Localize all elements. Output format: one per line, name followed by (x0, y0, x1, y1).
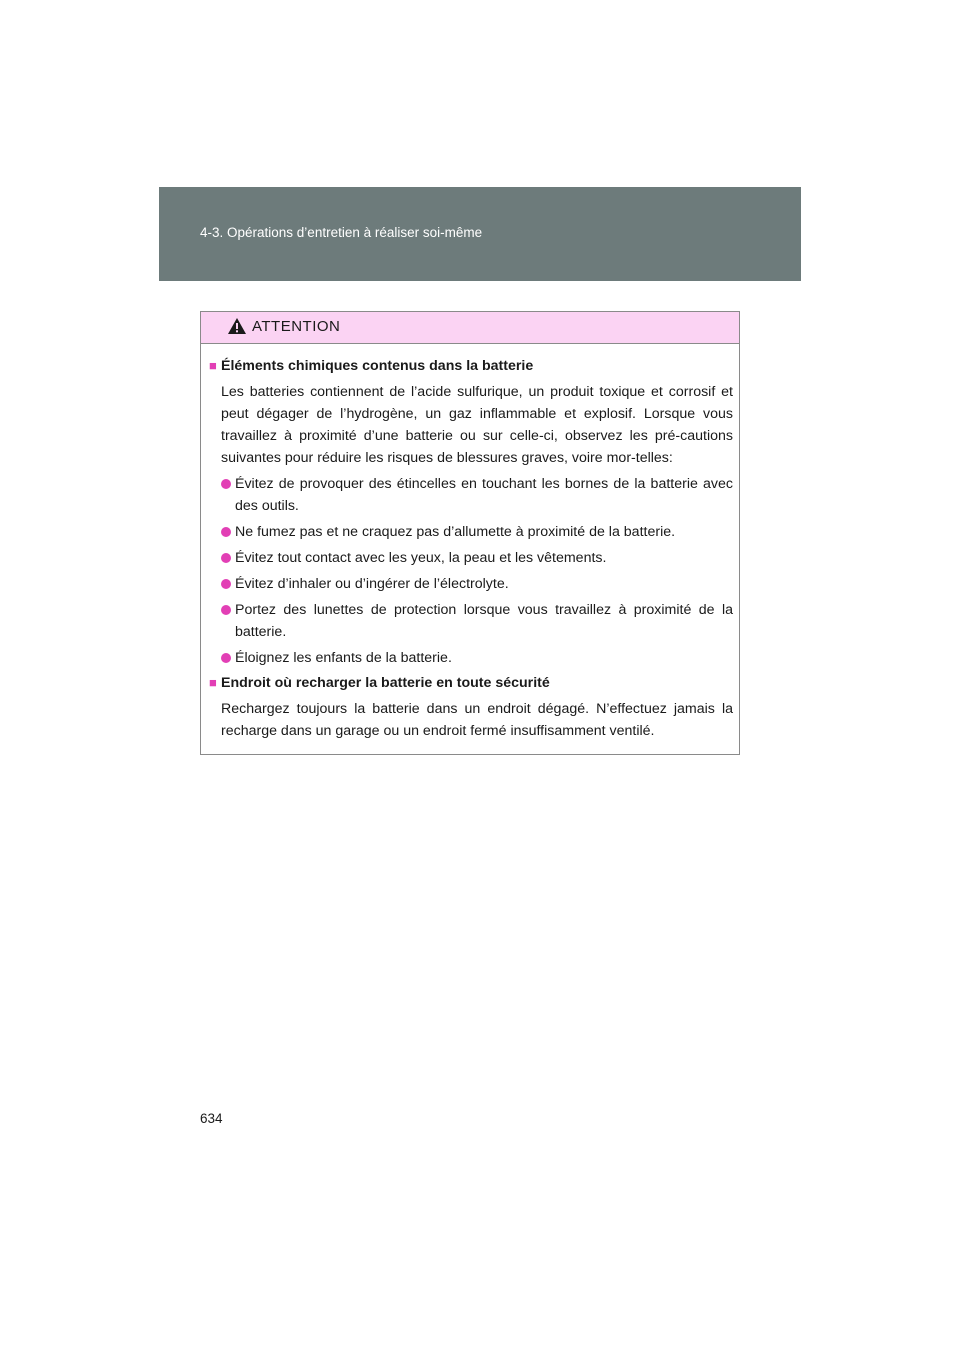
warning-icon (227, 317, 247, 335)
section-heading-text: Endroit où recharger la batterie en toute sécurité (221, 675, 550, 691)
attention-box (200, 311, 740, 755)
list-item (221, 573, 733, 595)
list-item-text: Évitez d’inhaler ou d’ingérer de l’électrolyte. (235, 576, 509, 592)
section-title: 4-3. Opérations d’entretien à réaliser soi-même (200, 225, 483, 240)
attention-title: ATTENTION (252, 318, 341, 335)
list-item (221, 547, 733, 569)
list-item (221, 473, 733, 517)
section-paragraph: Rechargez toujours la batterie dans un endroit dégagé. N’effectuez jamais la recharge dans un garage ou un endroit fermé insuffisamment ventilé. (221, 701, 733, 739)
list-item (221, 647, 733, 669)
section-paragraph: Les batteries contiennent de l’acide sulfurique, un produit toxique et corrosif et peut dégager de l’hydrogène, un gaz inflammable et explosif. Lorsque vous travaillez à proximité d’une batterie ou sur celle-ci, observez les pré-cautions suivantes pour réduire les risques de blessures graves, voire mor-telles: (221, 384, 733, 466)
bullet-dot-icon (221, 553, 231, 563)
list-item-text: Portez des lunettes de protection lorsque vous travaillez à proximité de la batterie. (235, 602, 733, 640)
section-header (159, 187, 801, 281)
bullet-dot-icon (221, 479, 231, 489)
section-heading-text: Éléments chimiques contenus dans la batterie (221, 358, 534, 374)
list-item-text: Éloignez les enfants de la batterie. (235, 650, 452, 666)
page-number: 634 (200, 1111, 223, 1126)
bullet-dot-icon (221, 579, 231, 589)
attention-content (201, 344, 739, 742)
square-bullet-icon: ■ (209, 358, 217, 373)
attention-header (201, 312, 739, 344)
bullet-dot-icon (221, 653, 231, 663)
list-item (221, 599, 733, 643)
list-item-text: Évitez de provoquer des étincelles en touchant les bornes de la batterie avec des outils. (235, 476, 733, 514)
list-item-text: Ne fumez pas et ne craquez pas d’allumette à proximité de la batterie. (235, 524, 676, 540)
bullet-dot-icon (221, 527, 231, 537)
square-bullet-icon: ■ (209, 675, 217, 690)
section-heading (209, 355, 733, 377)
list-item (221, 521, 733, 543)
section-heading (209, 672, 733, 694)
list-item-text: Évitez tout contact avec les yeux, la peau et les vêtements. (235, 550, 607, 566)
bullet-dot-icon (221, 605, 231, 615)
